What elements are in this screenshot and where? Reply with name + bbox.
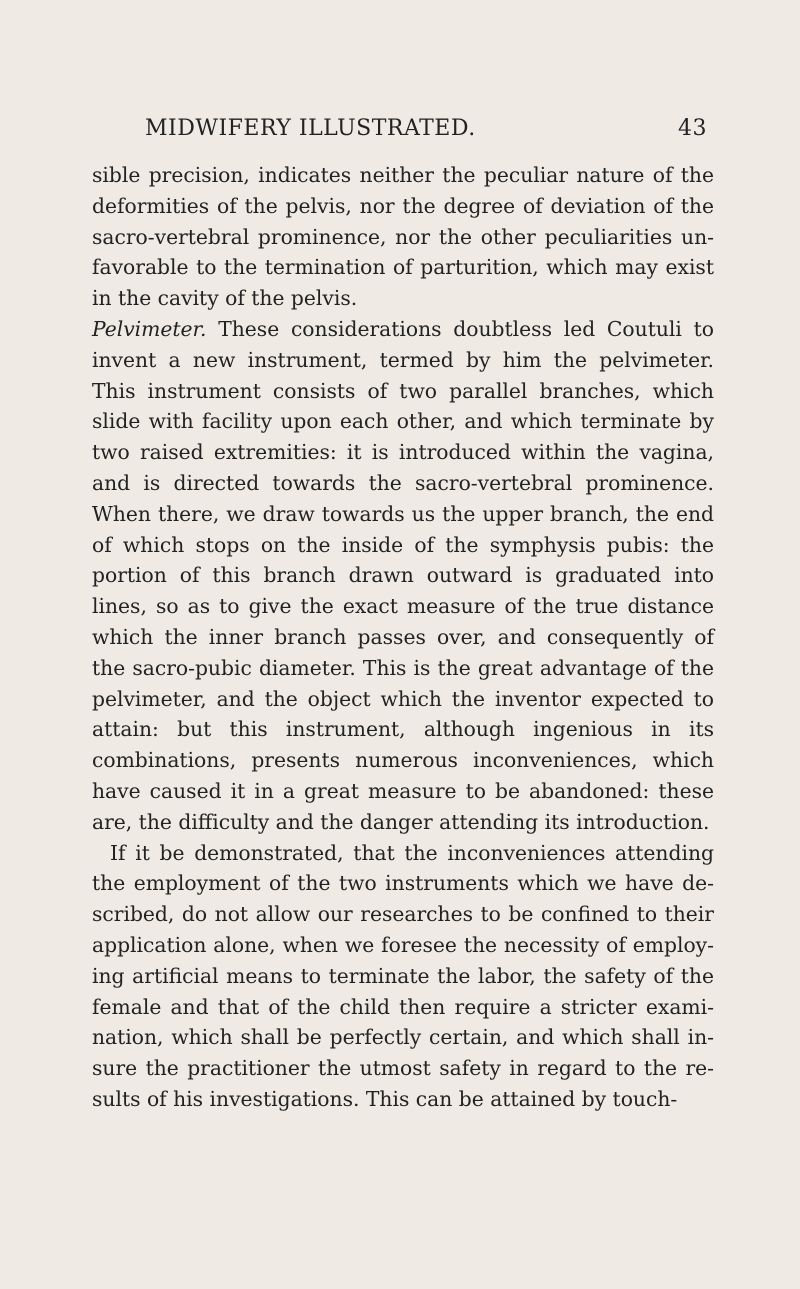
pelvimeter-lead: Pelvimeter. xyxy=(92,316,207,341)
paragraph-pelvimeter xyxy=(92,314,714,838)
paragraph-continuation: sible precision, indicates neither the peculiar nature of the deformities of the pelvis, nor the degree of deviation of the sacro-vertebral prominence, nor the other peculiarities un-favorable to the termination of parturition, which may exist in the cavity of the pelvis. xyxy=(92,163,714,311)
running-head: MIDWIFERY ILLUSTRATED. xyxy=(145,116,476,141)
pelvimeter-text: These considerations doubtless led Coutuli to invent a new instrument, termed by him the pelvimeter. This instrument consists of two parallel branches, which slide with facility upon each other, and which terminate by two raised extremities: it is introduced within the vagina, and is directed towards the sacro-vertebral prominence. When there, we draw towards us the upper branch, the end of which stops on the inside of the symphysis pubis: the portion of this branch drawn outward is graduated into lines, so as to give the exact measure of the true distance which the inner branch passes over, and consequently of the sacro-pubic diameter. This is the great advantage of the pelvimeter, and the object which the inventor expected to attain: but this instrument, although ingenious in its combinations, presents numerous inconveniences, which have caused it in a great measure to be abandoned: these are, the difficulty and the danger attending its introduction. xyxy=(92,316,714,834)
paragraph-demonstration: If it be demonstrated, that the inconveniences attending the employment of the two instruments which we have de-scribed, do not allow our researches to be confined to their application alone, when we foresee the necessity of employ-ing artificial means to terminate the labor, the safety of the female and that of the child then require a stricter exami-nation, which shall be perfectly certain, and which shall in-sure the practitioner the utmost safety in regard to the re-sults of his investigations. This can be attained by touch- xyxy=(92,840,714,1111)
body-text xyxy=(92,160,714,1115)
page-header xyxy=(115,116,707,146)
page-number: 43 xyxy=(678,116,707,141)
